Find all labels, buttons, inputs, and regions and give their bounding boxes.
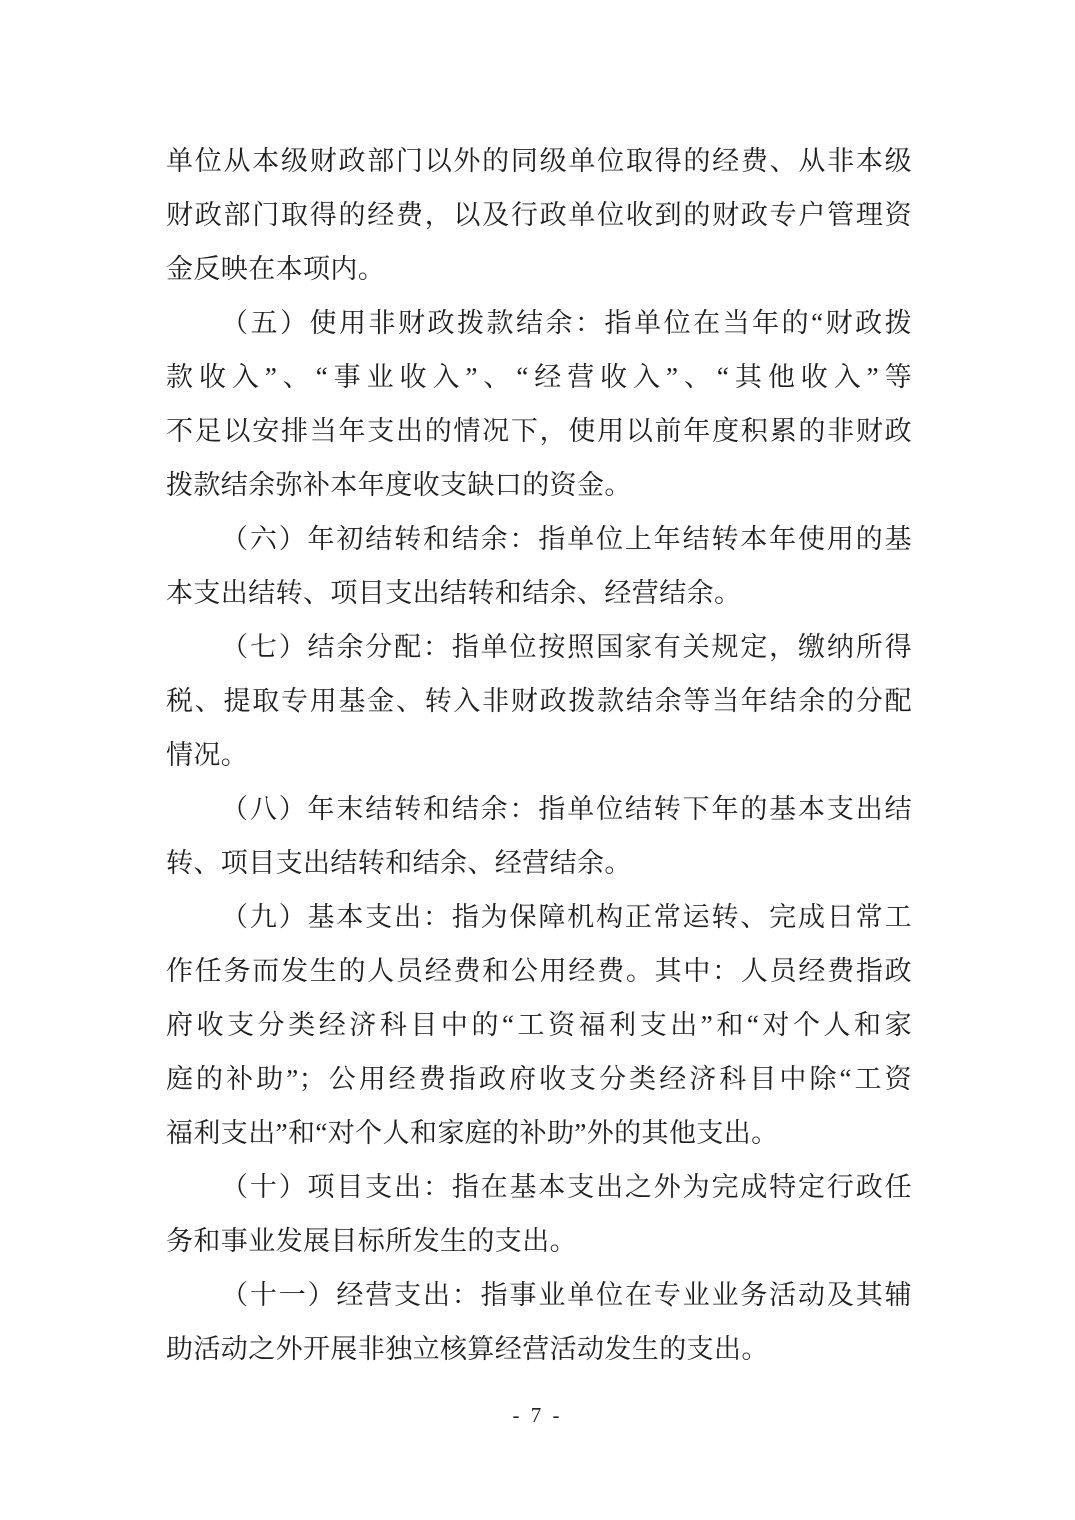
paragraph [166, 134, 912, 296]
paragraph [166, 296, 912, 512]
paragraph [166, 1268, 912, 1376]
text-line: 金反映在本项内。 [166, 254, 386, 284]
text-line: 庭的补助”；公用经费指政府收支分类经济科目中除“工资 [166, 1064, 912, 1094]
text-line: 务和事业发展目标所发生的支出。 [166, 1226, 577, 1256]
text-line: （八）年末结转和结余：指单位结转下年的基本支出结 [221, 794, 912, 824]
text-line: 款收入”、“事业收入”、“经营收入”、“其他收入”等 [166, 362, 912, 392]
text-line: （六）年初结转和结余：指单位上年结转本年使用的基 [221, 524, 912, 554]
paragraph [166, 890, 912, 1160]
text-line: （五）使用非财政拨款结余：指单位在当年的“财政拨 [221, 308, 912, 338]
text-line: （七）结余分配：指单位按照国家有关规定，缴纳所得 [221, 632, 912, 662]
paragraph [166, 1160, 912, 1268]
paragraph [166, 620, 912, 782]
text-line: （十一）经营支出：指事业单位在专业业务活动及其辅 [221, 1280, 912, 1310]
page-number: - 7 - [512, 1403, 563, 1427]
text-line: 助活动之外开展非独立核算经营活动发生的支出。 [166, 1334, 769, 1364]
paragraph [166, 782, 912, 890]
text-line: 本支出结转、项目支出结转和结余、经营结余。 [166, 578, 742, 608]
text-line: 情况。 [166, 740, 249, 770]
text-line: （九）基本支出：指为保障机构正常运转、完成日常工 [221, 902, 912, 932]
paragraph [166, 512, 912, 620]
text-line: 拨款结余弥补本年度收支缺口的资金。 [166, 470, 632, 500]
text-line: 不足以安排当年支出的情况下，使用以前年度积累的非财政 [166, 416, 912, 446]
text-line: 单位从本级财政部门以外的同级单位取得的经费、从非本级 [166, 146, 912, 176]
text-line: 财政部门取得的经费，以及行政单位收到的财政专户管理资 [166, 200, 912, 230]
text-line: 作任务而发生的人员经费和公用经费。其中：人员经费指政 [166, 956, 912, 986]
text-line: 福利支出”和“对个人和家庭的补助”外的其他支出。 [166, 1118, 779, 1148]
text-line: 府收支分类经济科目中的“工资福利支出”和“对个人和家 [166, 1010, 912, 1040]
document-body [166, 134, 912, 1376]
text-line: 税、提取专用基金、转入非财政拨款结余等当年结余的分配 [166, 686, 912, 716]
text-line: （十）项目支出：指在基本支出之外为完成特定行政任 [221, 1172, 912, 1202]
text-line: 转、项目支出结转和结余、经营结余。 [166, 848, 632, 878]
